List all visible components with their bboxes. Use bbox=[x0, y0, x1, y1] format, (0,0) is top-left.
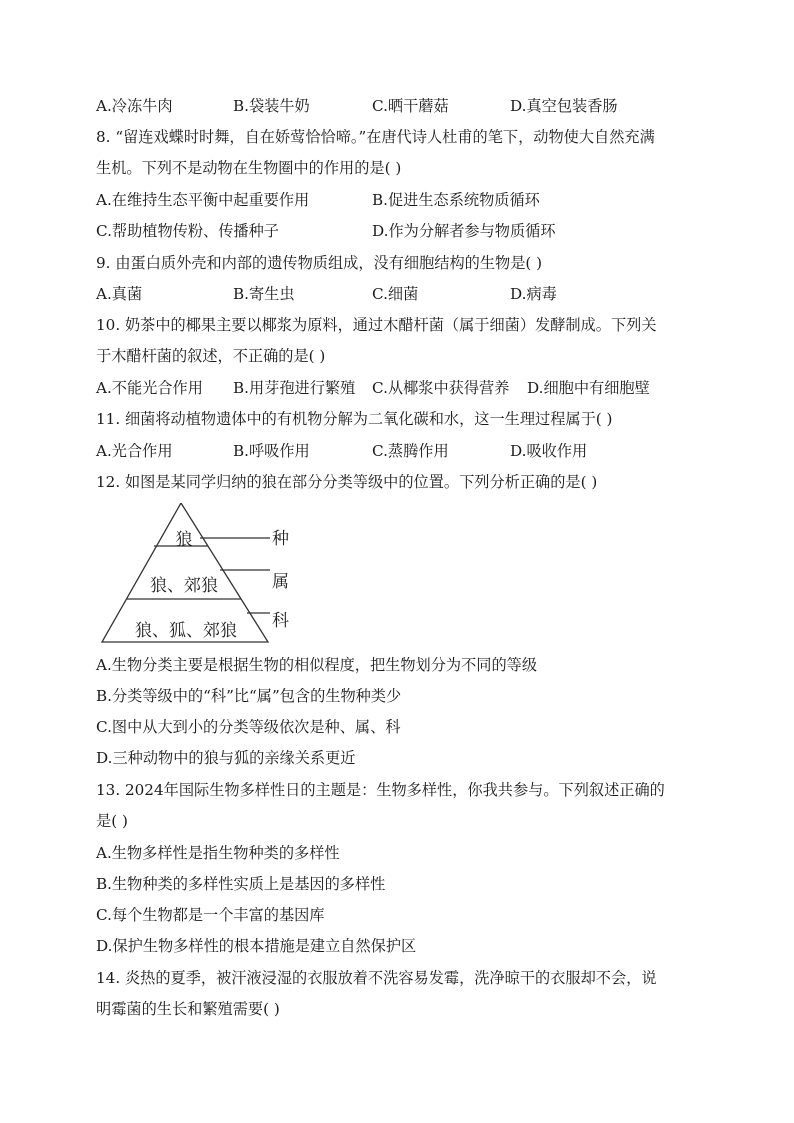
level-family-animals: 狼、狐、郊狼 bbox=[135, 621, 237, 641]
q10-option-d: D.细胞中有细胞壁 bbox=[527, 379, 650, 397]
q13-option-a: A.生物多样性是指生物种类的多样性 bbox=[96, 844, 340, 862]
q10-option-b: B.用芽孢进行繁殖 bbox=[233, 379, 356, 397]
q14-stem-line1: 14. 炎热的夏季，被汗液浸湿的衣服放着不洗容易发霉，洗净晾干的衣服却不会，说 bbox=[96, 969, 657, 987]
q8-option-d: D.作为分解者参与物质循环 bbox=[372, 222, 556, 240]
q13-stem-line1: 13. 2024年国际生物多样性日的主题是：生物多样性，你我共参与。下列叙述正确的 bbox=[96, 781, 665, 799]
label-family: 科 bbox=[272, 611, 289, 631]
q11-option-b: B.呼吸作用 bbox=[233, 442, 310, 460]
q7-option-c: C.晒干蘑菇 bbox=[372, 97, 449, 115]
q11-stem: 11. 细菌将动植物遗体中的有机物分解为二氧化碳和水，这一生理过程属于( ) bbox=[96, 410, 613, 428]
level-genus-animals: 狼、郊狼 bbox=[150, 576, 218, 596]
q8-stem-line1: 8. “留连戏蝶时时舞，自在娇莺恰恰啼。”在唐代诗人杜甫的笔下，动物使大自然充满 bbox=[96, 128, 655, 146]
q9-option-a: A.真菌 bbox=[96, 285, 143, 303]
q9-option-d: D.病毒 bbox=[510, 285, 557, 303]
q12-stem: 12. 如图是某同学归纳的狼在部分分类等级中的位置。下列分析正确的是( ) bbox=[96, 473, 598, 491]
taxonomy-pyramid-figure bbox=[96, 503, 296, 645]
q11-option-c: C.蒸腾作用 bbox=[372, 442, 449, 460]
q10-stem-line1: 10. 奶茶中的椰果主要以椰浆为原料，通过木醋杆菌（属于细菌）发酵制成。下列关 bbox=[96, 316, 657, 334]
q8-stem-line2: 生机。下列不是动物在生物圈中的作用的是( ) bbox=[96, 159, 402, 177]
q12-option-b: B.分类等级中的“科”比“属”包含的生物种类少 bbox=[96, 687, 402, 705]
q12-option-d: D.三种动物中的狼与狐的亲缘关系更近 bbox=[96, 749, 356, 767]
q7-option-b: B.袋装牛奶 bbox=[233, 97, 310, 115]
q10-stem-line2: 于木醋杆菌的叙述，不正确的是( ) bbox=[96, 347, 326, 365]
level-species-animals: 狼 bbox=[175, 530, 193, 550]
q10-option-c: C.从椰浆中获得营养 bbox=[372, 379, 510, 397]
q10-option-a: A.不能光合作用 bbox=[96, 379, 203, 397]
q9-option-c: C.细菌 bbox=[372, 285, 419, 303]
q14-stem-line2: 明霉菌的生长和繁殖需要( ) bbox=[96, 1000, 280, 1018]
q12-option-c: C.图中从大到小的分类等级依次是种、属、科 bbox=[96, 718, 401, 736]
q7-option-d: D.真空包装香肠 bbox=[510, 97, 618, 115]
q8-option-b: B.促进生态系统物质循环 bbox=[372, 191, 540, 209]
q13-option-c: C.每个生物都是一个丰富的基因库 bbox=[96, 906, 325, 924]
q12-option-a: A.生物分类主要是根据生物的相似程度，把生物划分为不同的等级 bbox=[96, 656, 538, 674]
q7-option-a: A.冷冻牛肉 bbox=[96, 97, 173, 115]
q9-option-b: B.寄生虫 bbox=[233, 285, 295, 303]
q11-option-d: D.吸收作用 bbox=[510, 442, 588, 460]
q13-stem-line2: 是( ) bbox=[96, 812, 128, 830]
q11-option-a: A.光合作用 bbox=[96, 442, 173, 460]
label-species: 种 bbox=[272, 529, 289, 549]
q13-option-b: B.生物种类的多样性实质上是基因的多样性 bbox=[96, 875, 386, 893]
q8-option-a: A.在维持生态平衡中起重要作用 bbox=[96, 191, 310, 209]
label-genus: 属 bbox=[272, 572, 289, 592]
q9-stem: 9. 由蛋白质外壳和内部的遗传物质组成，没有细胞结构的生物是( ) bbox=[96, 254, 543, 272]
q8-option-c: C.帮助植物传粉、传播种子 bbox=[96, 222, 279, 240]
q13-option-d: D.保护生物多样性的根本措施是建立自然保护区 bbox=[96, 937, 417, 955]
